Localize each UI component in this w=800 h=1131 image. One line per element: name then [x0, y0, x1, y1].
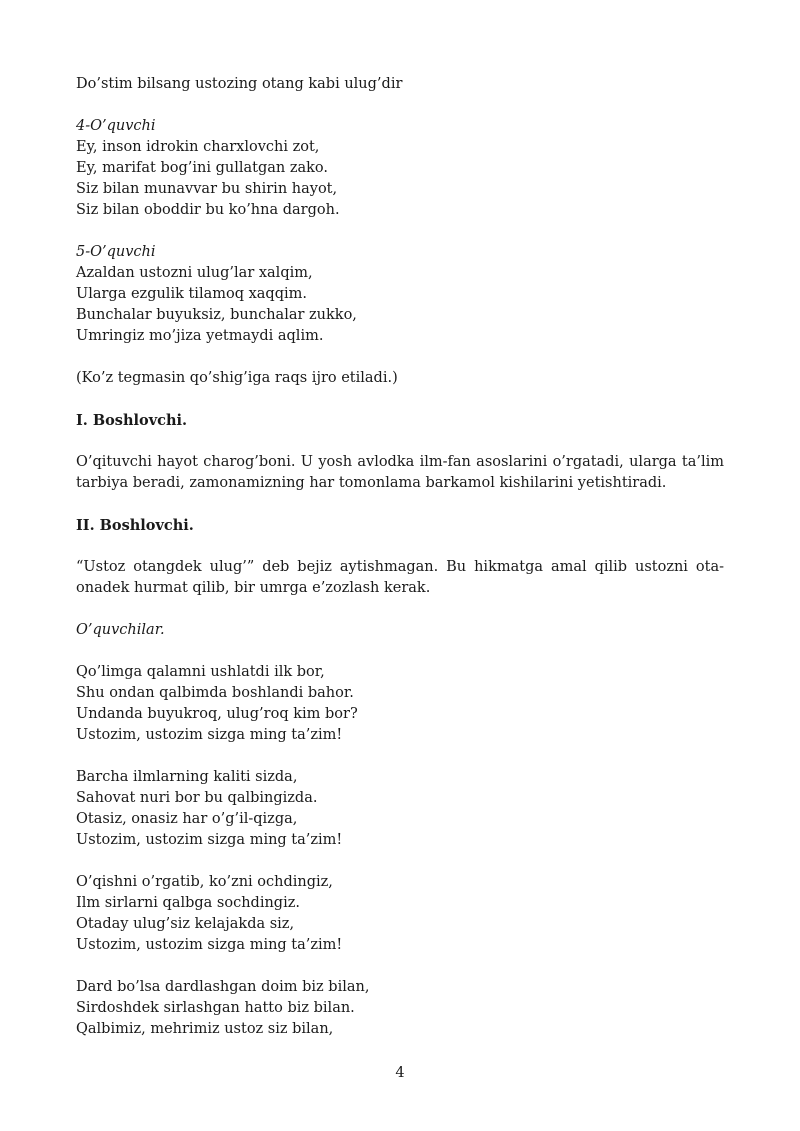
verse-line: Qalbimiz, mehrimiz ustoz siz bilan,	[76, 1021, 334, 1037]
opening-line: Do’stim bilsang ustozing otang kabi ulug’dir	[76, 76, 403, 92]
verse-line: Ustozim, ustozim sizga ming ta’zim!	[76, 727, 343, 743]
page-number: 4	[395, 1065, 405, 1081]
reader-5-label: 5-O’quvchi	[76, 244, 156, 260]
verse-line: Ilm sirlarni qalbga sochdingiz.	[76, 895, 300, 911]
verse-line: Shu ondan qalbimda boshlandi bahor.	[76, 685, 354, 701]
verse-line: Ey, marifat bog’ini gullatgan zako.	[76, 160, 329, 176]
verse-line: Siz bilan munavvar bu shirin hayot,	[76, 181, 338, 197]
verse-line: Ustozim, ustozim sizga ming ta’zim!	[76, 937, 343, 953]
verse-line: Siz bilan oboddir bu ko’hna dargoh.	[76, 202, 340, 218]
host-2-label: II. Boshlovchi.	[76, 517, 194, 534]
verse-line: Sirdoshdek sirlashgan hatto biz bilan.	[76, 1000, 355, 1016]
host-2-paragraph: “Ustoz otangdek ulug’” deb bejiz aytishmagan. Bu hikmatga amal qilib ustozni ota-onadek hurmat qilib, bir umrga e’zozlash kerak.	[76, 559, 724, 596]
verse-line: Ustozim, ustozim sizga ming ta’zim!	[76, 832, 343, 848]
verse-line: Ularga ezgulik tilamoq xaqqim.	[76, 286, 307, 302]
verse-line: Barcha ilmlarning kaliti sizda,	[76, 769, 298, 785]
verse-line: Qo’limga qalamni ushlatdi ilk bor,	[76, 664, 325, 680]
verse-line: O’qishni o’rgatib, ko’zni ochdingiz,	[76, 874, 333, 890]
verse-line: Otaday ulug’siz kelajakda siz,	[76, 916, 295, 932]
verse-line: Umringiz mo’jiza yetmaydi aqlim.	[76, 328, 324, 344]
verse-line: Undanda buyukroq, ulug’roq kim bor?	[76, 706, 358, 722]
stage-direction: (Ko’z tegmasin qo’shig’iga raqs ijro etiladi.)	[76, 370, 398, 386]
students-label: O’quvchilar.	[76, 622, 165, 638]
host-1-paragraph: O’qituvchi hayot charog’boni. U yosh avlodka ilm-fan asoslarini o’rgatadi, ularga ta’lim tarbiya beradi, zamonamizning har tomonlama barkamol kishilarini yetishtiradi.	[76, 454, 724, 491]
host-1-label: I. Boshlovchi.	[76, 412, 188, 429]
verse-line: Ey, inson idrokin charxlovchi zot,	[76, 139, 320, 155]
verse-line: Dard bo’lsa dardlashgan doim biz bilan,	[76, 979, 370, 995]
verse-line: Sahovat nuri bor bu qalbingizda.	[76, 790, 318, 806]
reader-4-label: 4-O’quvchi	[76, 118, 156, 134]
verse-line: Otasiz, onasiz har o’g’il-qizga,	[76, 811, 298, 827]
document-page	[76, 74, 724, 1040]
verse-line: Bunchalar buyuksiz, bunchalar zukko,	[76, 307, 357, 323]
verse-line: Azaldan ustozni ulug’lar xalqim,	[76, 265, 313, 281]
